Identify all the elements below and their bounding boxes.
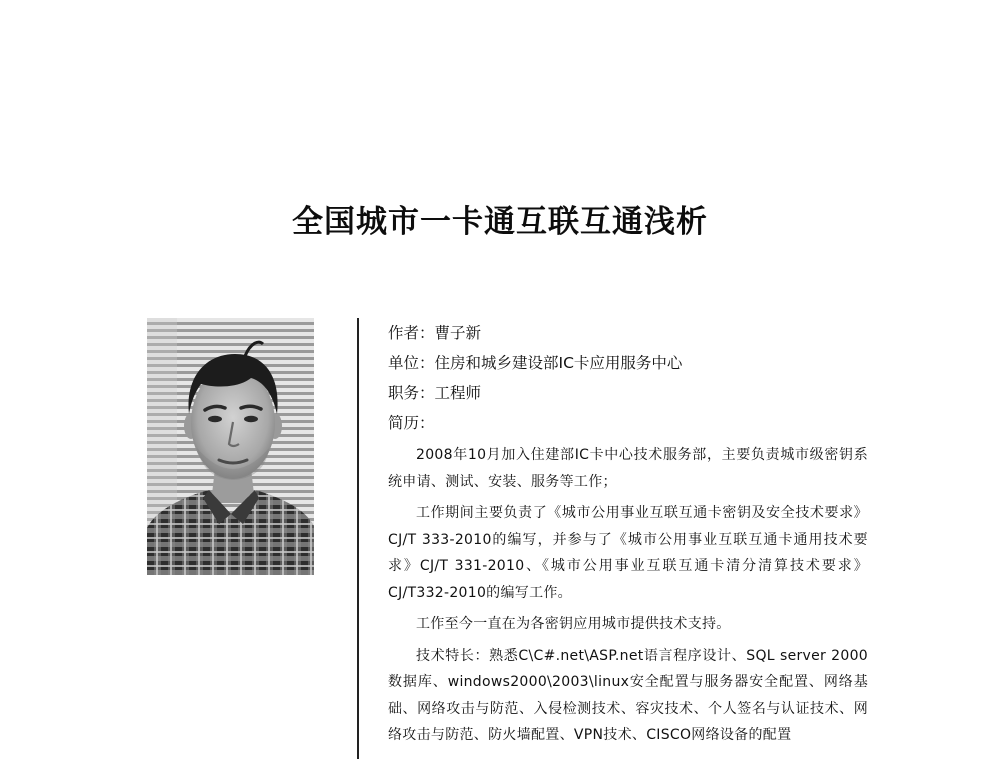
- bio-paragraph-4: 技术特长：熟悉C\C#.net\ASP.net语言程序设计、SQL server 2000数据库、windows2000\2003\linux安全配置与服务器安全配置、网络基础、网络攻击与防范、入侵检测技术、容灾技术、个人签名与认证技术、网络攻击与防范、防火墙配置、VPN技术、CISCO网络设备的配置: [388, 647, 868, 743]
- bio-paragraph-2: 工作期间主要负责了《城市公用事业互联互通卡密钥及安全技术要求》CJ/T 333-2010的编写，并参与了《城市公用事业互联互通卡通用技术要求》CJ/T 331-2010、《城市公用事业互联互通卡清分清算技术要求》CJ/T332-2010的编写工作。: [388, 505, 868, 601]
- bio-paragraph-3: 工作至今一直在为各密钥应用城市提供技术支持。: [416, 616, 731, 632]
- column-divider: [357, 318, 359, 759]
- portrait-icon: [147, 318, 314, 575]
- article-title: 全国城市一卡通互联互通浅析: [292, 204, 708, 240]
- author-photo: [147, 318, 314, 575]
- bio-text: [388, 442, 868, 749]
- author-unit: 单位：住房和城乡建设部IC卡应用服务中心: [388, 354, 683, 372]
- author-info: [388, 318, 868, 754]
- author-position: 职务：工程师: [388, 384, 482, 402]
- bio-paragraph-1: 2008年10月加入住建部IC卡中心技术服务部，主要负责城市级密钥系统申请、测试、安装、服务等工作；: [388, 447, 868, 490]
- author-name: 作者：曹子新: [388, 324, 482, 342]
- bio-label: 简历：: [388, 414, 435, 432]
